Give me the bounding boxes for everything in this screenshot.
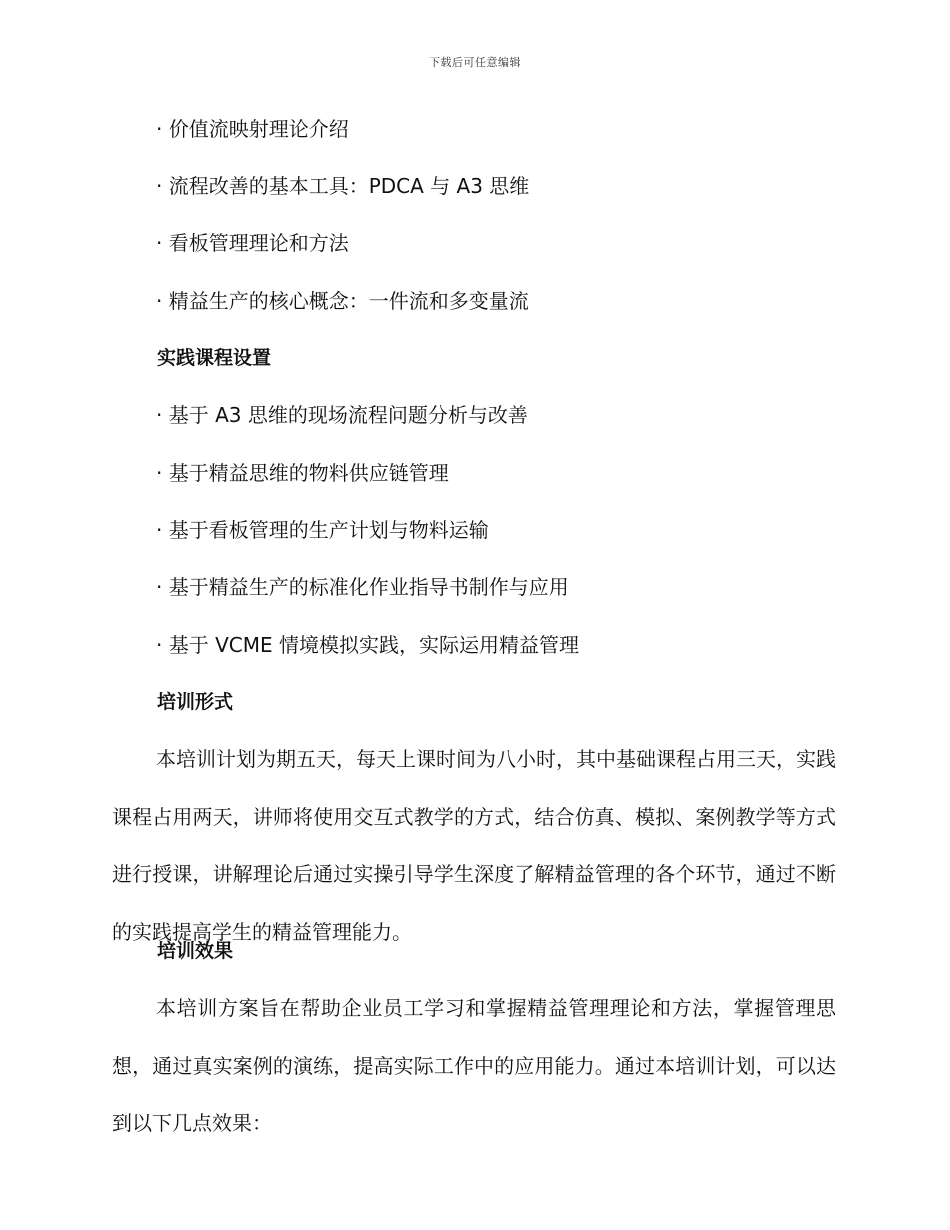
section-heading-practice: 实践课程设置 <box>157 347 272 369</box>
list-item: · 基于 A3 思维的现场流程问题分析与改善 <box>156 403 528 427</box>
list-item: · 流程改善的基本工具：PDCA 与 A3 思维 <box>156 174 530 198</box>
list-item: · 价值流映射理论介绍 <box>156 117 349 141</box>
list-item: · 基于精益生产的标准化作业指导书制作与应用 <box>156 575 569 599</box>
list-item: · 精益生产的核心概念：一件流和多变量流 <box>156 289 529 313</box>
list-item: · 基于看板管理的生产计划与物料运输 <box>156 518 489 542</box>
section-heading-format: 培训形式 <box>157 691 234 713</box>
page-header-note: 下载后可任意编辑 <box>429 56 521 69</box>
format-paragraph: 本培训计划为期五天，每天上课时间为八小时，其中基础课程占用三天，实践课程占用两天，讲师将使用交互式教学的方式，结合仿真、模拟、案例教学等方式进行授课，讲解理论后通过实操引导学生深度了解精益管理的各个环节，通过不断的实践提高学生的精益管理能力。 <box>112 747 836 944</box>
list-item: · 基于 VCME 情境模拟实践，实际运用精益管理 <box>156 633 579 657</box>
list-item: · 基于精益思维的物料供应链管理 <box>156 461 449 485</box>
section-heading-effect: 培训效果 <box>157 940 234 962</box>
effect-paragraph: 本培训方案旨在帮助企业员工学习和掌握精益管理理论和方法，掌握管理思想，通过真实案例的演练，提高实际工作中的应用能力。通过本培训计划，可以达到以下几点效果： <box>112 996 836 1135</box>
list-item: · 看板管理理论和方法 <box>156 231 349 255</box>
